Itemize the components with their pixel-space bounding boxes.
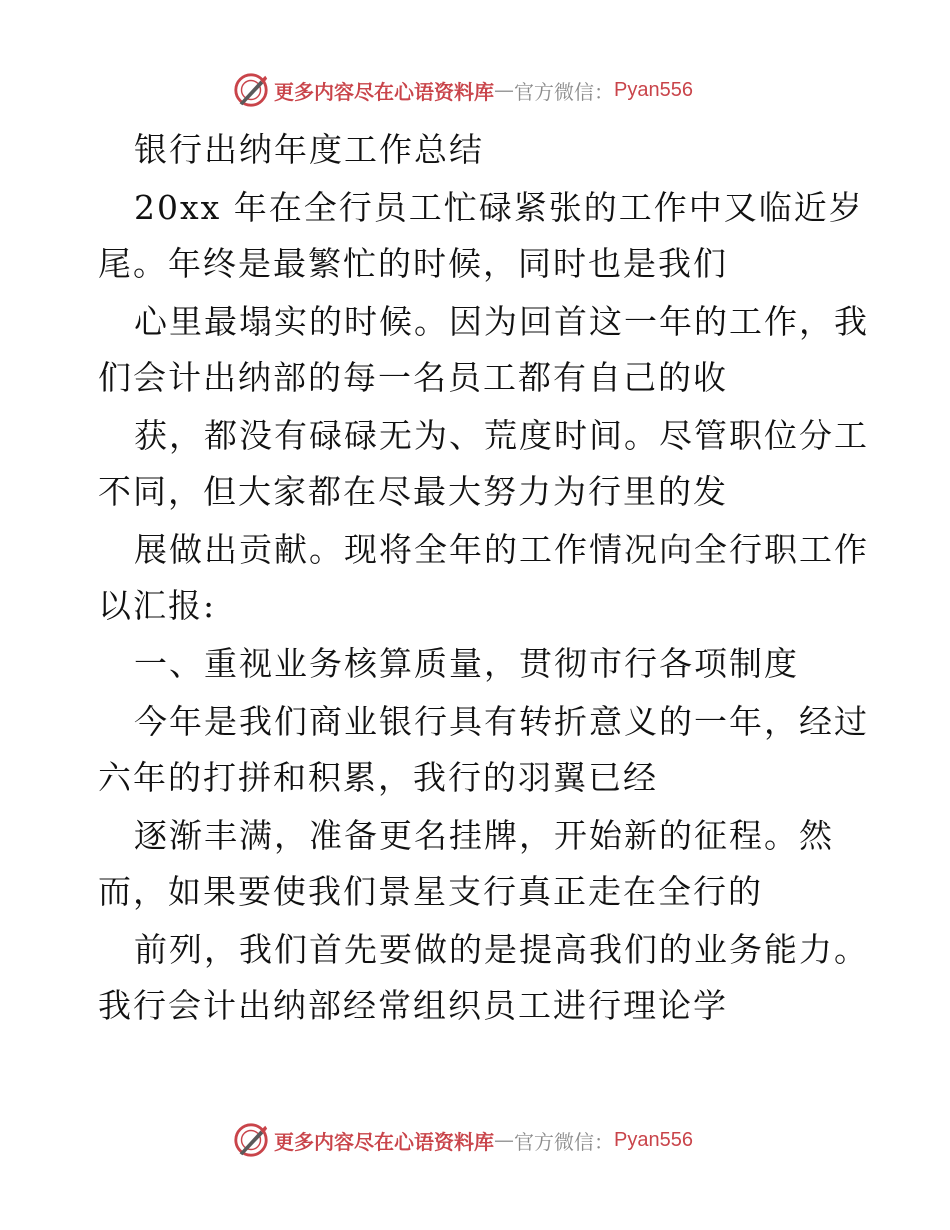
paragraph-line: 20xx 年在全行员工忙碌紧张的工作中又临近岁 <box>134 188 864 227</box>
paragraph-line: 获，都没有碌碌无为、荒度时间。尽管职位分工 <box>134 416 869 455</box>
banner-dash: — <box>494 78 514 102</box>
footer-banner <box>232 1120 693 1160</box>
paragraph-line: 展做出贡献。现将全年的工作情况向全行职工作 <box>134 530 869 569</box>
section-heading: 一、重视业务核算质量，贯彻市行各项制度 <box>134 644 799 683</box>
banner-tagline: 更多内容尽在心语资料库 <box>274 79 494 104</box>
banner-official-label: 官方微信： <box>514 1129 614 1154</box>
banner-wechat-id: Pyan556 <box>614 1128 693 1151</box>
banner-official-label: 官方微信： <box>514 79 614 104</box>
paragraph-line: 而，如果要使我们景星支行真正走在全行的 <box>98 872 763 911</box>
paragraph-line: 不同，但大家都在尽最大努力为行里的发 <box>98 472 728 511</box>
banner-wechat-id: Pyan556 <box>614 78 693 101</box>
paragraph-line: 逐渐丰满，准备更名挂牌，开始新的征程。然 <box>134 816 834 855</box>
paragraph-line: 心里最塌实的时候。因为回首这一年的工作，我 <box>134 302 869 341</box>
paragraph-line: 前列，我们首先要做的是提高我们的业务能力。 <box>134 930 869 969</box>
paragraph-line: 尾。年终是最繁忙的时候，同时也是我们 <box>98 244 728 283</box>
paragraph-line: 以汇报: <box>98 586 217 625</box>
document-title: 银行出纳年度工作总结 <box>134 130 484 169</box>
header-banner <box>232 70 693 110</box>
banner-tagline: 更多内容尽在心语资料库 <box>274 1129 494 1154</box>
paragraph-line: 今年是我们商业银行具有转折意义的一年，经过 <box>134 702 869 741</box>
paragraph-line: 六年的打拼和积累，我行的羽翼已经 <box>98 758 658 797</box>
banner-dash: — <box>494 1128 514 1152</box>
pen-logo-icon <box>232 1121 270 1159</box>
paragraph-line: 我行会计出纳部经常组织员工进行理论学 <box>98 986 728 1025</box>
paragraph-line: 们会计出纳部的每一名员工都有自己的收 <box>98 358 728 397</box>
pen-logo-icon <box>232 71 270 109</box>
